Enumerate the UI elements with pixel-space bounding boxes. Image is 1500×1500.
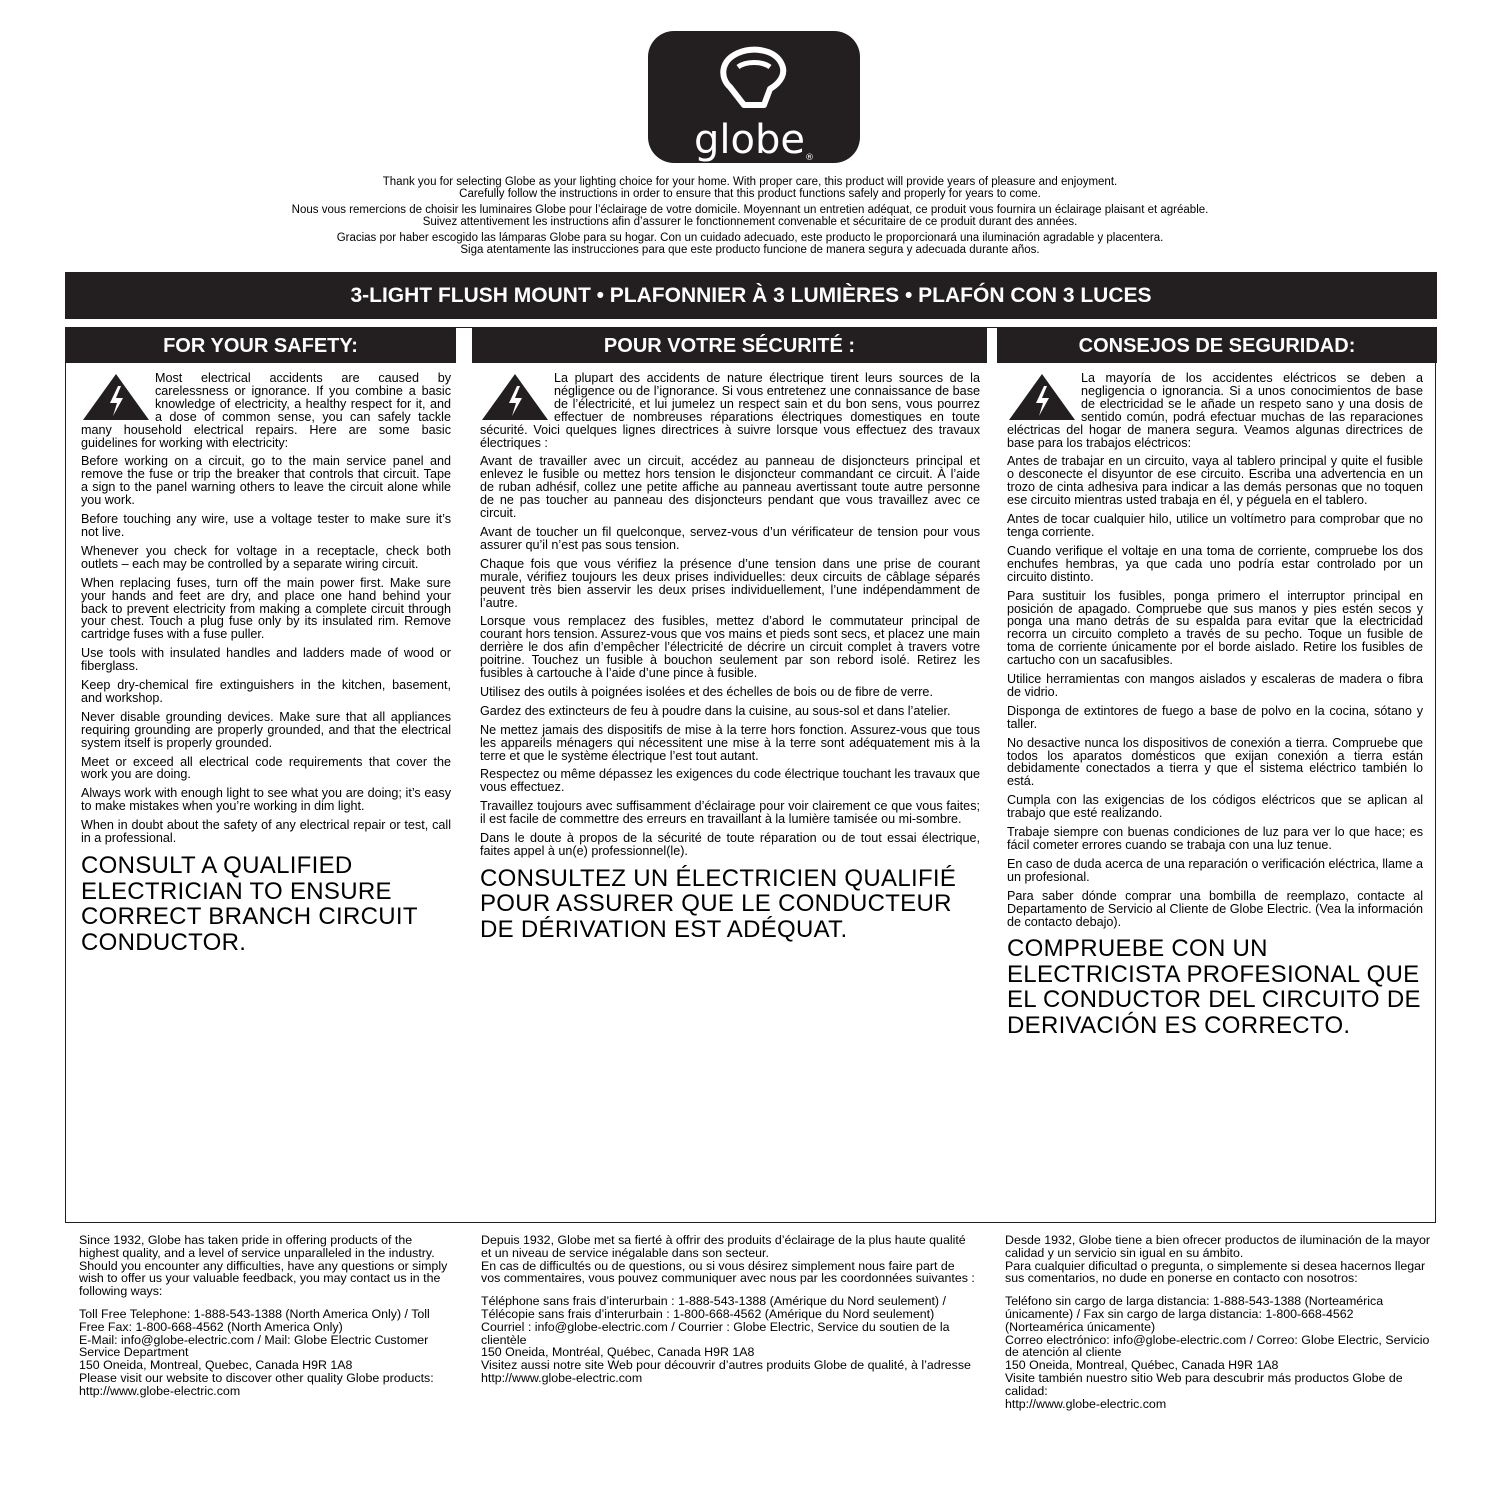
logo-wordmark: globe® xyxy=(694,117,814,163)
footer-line: 150 Oneida, Montréal, Québec, Canada H9R 1A8 xyxy=(481,1345,755,1360)
product-title: 3-LIGHT FLUSH MOUNT • PLAFONNIER À 3 LUMIÈRES • PLAFÓN CON 3 LUCES xyxy=(65,272,1437,319)
footer-contact xyxy=(1005,1295,1430,1410)
safety-paragraph: Ne mettez jamais des dispositifs de mise à la terre hors fonction. Assurez-vous que tous les appareils ménagers qui nécessitent une mise à la terre sont adéquatement mis à la terre et que le système électrique l’est tout autant. xyxy=(480,722,980,763)
safety-paragraph: Respectez ou même dépassez les exigences du code électrique touchant les travaux que vous effectuez. xyxy=(480,767,980,795)
footer-contact xyxy=(79,1308,449,1398)
safety-paragraph: Cumpla con las exigencias de los códigos eléctricos que se aplican al trabajo que esté realizando. xyxy=(1007,793,1423,821)
safety-paragraph: Cuando verifique el voltaje en una toma de corriente, compruebe los dos enchufes hembras, ya que cada uno podría estar controlado por un circuito distinto. xyxy=(1007,543,1423,584)
footer-line: Depuis 1932, Globe met sa fierté à offrir des produits d’éclairage de la plus haute qualité et un niveau de service inégalable dans son secteur. xyxy=(481,1233,966,1260)
footer-line: Should you encounter any difficulties, have any questions or simply wish to offer us your valuable feedback, you may contact us in the following ways: xyxy=(79,1258,448,1299)
footer-line: Courriel : info@globe-electric.com / Courrier : Globe Electric, Service du soutien de la clientèle xyxy=(481,1319,950,1347)
safety-paragraph: Avant de travailler avec un circuit, accédez au panneau de disjoncteurs principal et enlevez le fusible ou mettez hors tension le disjoncteur commandant ce circuit. À l’aide de ruban adhésif, collez une petite affiche au panneau avertissant toute autre personne de ne pas toucher au panneau des disjoncteurs pendant que vous travaillez avec ce circuit. xyxy=(480,454,980,521)
warning-icon xyxy=(480,372,550,422)
footer-about xyxy=(481,1234,976,1285)
footer-column-fr xyxy=(481,1234,976,1395)
electrician-callout: CONSULTEZ UN ÉLECTRICIEN QUALIFIÉ POUR ASSURER QUE LE CONDUCTEUR DE DÉRIVATION EST ADÉQUAT. xyxy=(480,864,957,943)
safety-paragraph: Antes de trabajar en un circuito, vaya al tablero principal y quite el fusible o desconecte el disyuntor de ese circuito. Escriba una advertencia en un trozo de cinta adhesiva para indicar a las demás personas que no toquen ese circuito mientras usted trabaja en él, y péguela en el tablero. xyxy=(1007,454,1423,508)
safety-paragraph: Meet or exceed all electrical code requirements that cover the work you are doing. xyxy=(81,754,451,782)
footer-line: En cas de difficultés ou de questions, ou si vous désirez simplement nous faire part de vos commentaires, vous pouvez communiquer avec nous par les coordonnées suivantes : xyxy=(481,1258,975,1286)
safety-paragraph: Disponga de extintores de fuego a base de polvo en la cocina, sótano y taller. xyxy=(1007,703,1423,731)
footer-line: Téléphone sans frais d’interurbain : 1-888-543-1388 (Amérique du Nord seulement) / Télécopie sans frais d’interurbain : 1-800-668-4562 (Amérique du Nord seulement) xyxy=(481,1294,946,1321)
safety-paragraph: Dans le doute à propos de la sécurité de toute réparation ou de tout essai électrique, faites appel à un(e) professionnel(le). xyxy=(480,831,980,858)
safety-paragraph: Always work with enough light to see what you are doing; it’s easy to make mistakes when you’re working in dim light. xyxy=(81,786,451,814)
safety-paragraph: La mayoría de los accidentes eléctricos se deben a negligencia o ignorancia. Si a unos conocimientos de base de electricidad se le añade un respeto sano y una dosis de sentido común, podrá efectuar muchas de las reparaciones eléctricas del hogar de manera segura. Veamos algunas directrices de base para los trabajos eléctricos: xyxy=(1007,371,1423,450)
intro-line: Thank you for selecting Globe as your lighting choice for your home. With proper care, this product will provide years of pleasure and enjoyment. xyxy=(382,176,1118,188)
safety-heading-fr: POUR VOTRE SÉCURITÉ : xyxy=(472,327,987,363)
safety-paragraph: Gardez des extincteurs de feu à poudre dans la cuisine, au sous-sol et dans l’atelier. xyxy=(480,703,951,718)
footer-line: 150 Oneida, Montreal, Québec, Canada H9R 1A8 xyxy=(1005,1358,1279,1373)
safety-heading-es: CONSEJOS DE SEGURIDAD: xyxy=(997,327,1437,363)
globe-logo xyxy=(648,31,860,163)
safety-paragraph: Most electrical accidents are caused by carelessness or ignorance. If you combine a basic knowledge of electricity, a healthy respect for it, and a dose of common sense, you can safely tackle many household electrical repairs. Here are some basic guidelines for working with electricity: xyxy=(81,371,451,450)
electrician-callout: COMPRUEBE CON UN ELECTRICISTA PROFESIONAL QUE EL CONDUCTOR DEL CIRCUITO DE DERIVACIÓN ES CORRECTO. xyxy=(1007,935,1421,1039)
safety-paragraph: No desactive nunca los dispositivos de conexión a tierra. Compruebe que todos los aparatos domésticos que exijan conexión a tierra están debidamente conectados a tierra y que el sistema eléctrico también lo está. xyxy=(1007,735,1423,789)
warning-icon xyxy=(81,372,151,422)
safety-paragraph: Avant de toucher un fil quelconque, servez-vous d’un vérificateur de tension pour vous assurer qu’il n’est pas sous tension. xyxy=(480,524,980,552)
footer-about xyxy=(1005,1234,1430,1285)
safety-paragraph: Use tools with insulated handles and ladders made of wood or fiberglass. xyxy=(81,646,451,674)
footer-column-es xyxy=(1005,1234,1430,1420)
safety-paragraph: Chaque fois que vous vérifiez la présence d’une tension dans une prise de courant murale, vérifiez toujours les deux prises individuelles: deux circuits de câblage séparés peuvent très bien asservir les deux prises individuellement, l’une indépendamment de l’autre. xyxy=(480,556,980,610)
safety-paragraph: Whenever you check for voltage in a receptacle, check both outlets – each may be controlled by a separate wiring circuit. xyxy=(81,543,451,571)
intro-line: Siga atentamente las instrucciones para que este producto funcione de manera segura y adecuada durante años. xyxy=(460,244,1040,256)
safety-paragraph: Travaillez toujours avec suffisamment d’éclairage pour voir clairement ce que vous faites; il est facile de commettre des erreurs en travaillant à la lumière tamisée ou mi-sombre. xyxy=(480,799,980,827)
safety-paragraph: Utilice herramientas con mangos aislados y escaleras de madera o fibra de vidrio. xyxy=(1007,672,1423,699)
footer-line: http://www.globe-electric.com xyxy=(1005,1396,1167,1411)
footer-line: Para cualquier dificultad o pregunta, o simplemente si desea hacernos llegar sus comentarios, no dude en ponerse en contacto con nosotros: xyxy=(1005,1258,1426,1286)
safety-paragraph: Utilisez des outils à poignées isolées et des échelles de bois ou de fibre de verre. xyxy=(480,684,933,699)
intro-line: Nous vous remercions de choisir les luminaires Globe pour l’éclairage de votre domicile. Moyennant un entretien adéquat, ce produit vous fournira un éclairage plaisant et agréable. xyxy=(291,204,1209,216)
safety-paragraph: Before working on a circuit, go to the main service panel and remove the fuse or trip the breaker that controls that circuit. Tape a sign to the panel warning others to leave the circuit alone while you work. xyxy=(81,454,451,508)
footer-line: Toll Free Telephone: 1-888-543-1388 (North America Only) / Toll Free Fax: 1-800-668-4562 (North America Only) xyxy=(79,1306,430,1334)
footer-about xyxy=(79,1234,449,1298)
footer-line: 150 Oneida, Montreal, Quebec, Canada H9R 1A8 xyxy=(79,1358,353,1373)
safety-paragraph: Trabaje siempre con buenas condiciones de luz para ver lo que hace; es fácil cometer errores cuando se trabaja con una luz tenue. xyxy=(1007,825,1423,852)
safety-paragraph: La plupart des accidents de nature électrique tirent leurs sources de la négligence ou de l’ignorance. Si vous entretenez une connaissance de base de l’électricité, et lui jumelez un respect sain et du bon sens, vous pourrez effectuer de nombreuses réparations électriques domestiques en toute sécurité. Voici quelques lignes directrices à suivre lorsque vous effectuez des travaux électriques : xyxy=(480,371,980,450)
safety-paragraph: Para sustituir los fusibles, ponga primero el interruptor principal en posición de apagado. Compruebe que sus manos y pies estén secos y ponga una mano detrás de su espalda para evitar que la electricidad recorra un circuito completo a través de su pecho. Toque un fusible de toma de corriente únicamente por el borde aislado. Retire los fusibles de cartucho con un sacafusibles. xyxy=(1007,588,1423,668)
safety-paragraph: Never disable grounding devices. Make sure that all appliances requiring grounding are properly grounded, and that the electrical system itself is properly grounded. xyxy=(81,709,451,750)
footer-line: Visitez aussi notre site Web pour découvrir d’autres produits Globe de qualité, à l’adresse http://www.globe-electric.com xyxy=(481,1358,971,1385)
footer-column-en xyxy=(79,1234,449,1408)
safety-column-fr xyxy=(480,372,980,942)
safety-paragraph: When in doubt about the safety of any electrical repair or test, call in a professional. xyxy=(81,818,451,846)
safety-paragraph: Lorsque vous remplacez des fusibles, mettez d’abord le commutateur principal de courant hors tension. Assurez-vous que vos mains et pieds sont secs, et placez une main derrière le dos afin d’empêcher l’électricité de décrire un circuit complet à travers votre poitrine. Touchez un fusible à bouchon seulement par son rebord isolé. Retirez les fusibles à cartouche à l’aide d’une pince à fusible. xyxy=(480,614,980,681)
footer-line: Teléfono sin cargo de larga distancia: 1-888-543-1388 (Norteamérica únicamente) / Fax sin cargo de larga distancia: 1-800-668-4562 (Norteamérica únicamente) xyxy=(1005,1294,1384,1334)
intro-line: Gracias por haber escogido las lámparas Globe para su hogar. Con un cuidado adecuado, este producto le proporcionará una iluminación agradable y placentera. xyxy=(336,232,1164,244)
footer-line: Since 1932, Globe has taken pride in offering products of the highest quality, and a level of service unparalleled in the industry. xyxy=(79,1233,435,1260)
safety-paragraph: When replacing fuses, turn off the main power first. Make sure your hands and feet are dry, and place one hand behind your back to prevent electricity from making a complete circuit through your chest. Touch a plug fuse only by its insulated rim. Remove cartridge fuses with a fuse puller. xyxy=(81,575,451,642)
footer-line: Desde 1932, Globe tiene a bien ofrecer productos de iluminación de la mayor calidad y un servicio sin igual en su ámbito. xyxy=(1005,1233,1430,1260)
intro-line: Suivez attentivement les instructions afin d’assurer le fonctionnement convenable et sécuritaire de ce produit durant des années. xyxy=(422,216,1078,228)
safety-column-es xyxy=(1007,372,1423,1038)
safety-heading-en: FOR YOUR SAFETY: xyxy=(65,327,456,363)
warning-icon xyxy=(1007,372,1077,422)
safety-paragraph: Antes de tocar cualquier hilo, utilice un voltímetro para comprobar que no tenga corriente. xyxy=(1007,512,1423,539)
electrician-callout: CONSULT A QUALIFIED ELECTRICIAN TO ENSURE CORRECT BRANCH CIRCUIT CONDUCTOR. xyxy=(81,852,418,956)
safety-paragraph: En caso de duda acerca de una reparación o verificación eléctrica, llame a un profesional. xyxy=(1007,856,1423,884)
safety-paragraph: Para saber dónde comprar una bombilla de reemplazo, contacte al Departamento de Servicio al Cliente de Globe Electric. (Vea la información de contacto debajo). xyxy=(1007,888,1423,929)
safety-paragraph: Before touching any wire, use a voltage tester to make sure it’s not live. xyxy=(81,512,451,539)
safety-paragraph: Keep dry-chemical fire extinguishers in the kitchen, basement, and workshop. xyxy=(81,678,451,705)
intro-text xyxy=(70,176,1430,256)
footer-line: Please visit our website to discover other quality Globe products: http://www.globe-electric.com xyxy=(79,1370,434,1398)
footer-line: E-Mail: info@globe-electric.com / Mail: Globe Electric Customer Service Department xyxy=(79,1332,429,1360)
intro-line: Carefully follow the instructions in order to ensure that this product functions safely and properly for years to come. xyxy=(459,188,1041,200)
footer-line: Correo electrónico: info@globe-electric.com / Correo: Globe Electric, Servicio de atención al cliente xyxy=(1005,1332,1430,1360)
footer-contact xyxy=(481,1295,976,1385)
footer-line: Visite también nuestro sitio Web para descubrir más productos Globe de calidad: xyxy=(1005,1370,1403,1398)
safety-column-en xyxy=(81,372,451,955)
